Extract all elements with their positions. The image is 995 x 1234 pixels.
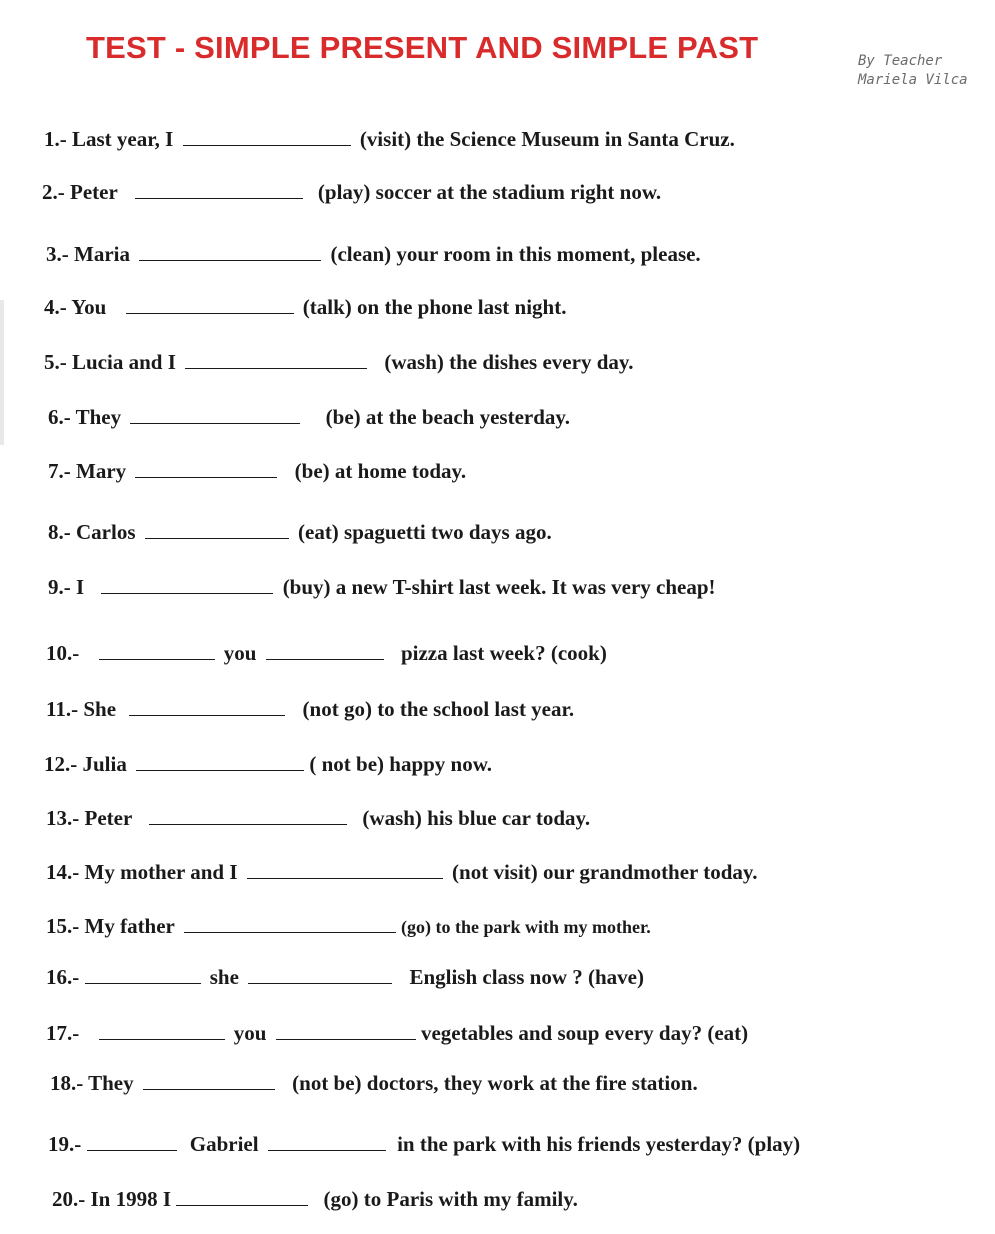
question-12: [44, 751, 492, 777]
question-11: [46, 696, 574, 722]
question-18: [50, 1070, 698, 1096]
question-number: 10.-: [46, 641, 80, 665]
question-text-before: Peter: [84, 806, 132, 830]
answer-blank[interactable]: [99, 642, 215, 660]
question-text-before: You: [71, 295, 107, 319]
answer-blank[interactable]: [99, 1022, 225, 1040]
question-number: 11.-: [46, 697, 79, 721]
answer-blank[interactable]: [176, 1188, 308, 1206]
question-number: 19.-: [48, 1132, 82, 1156]
answer-blank[interactable]: [183, 128, 351, 146]
answer-blank[interactable]: [129, 698, 285, 716]
question-2: [42, 179, 661, 205]
answer-blank[interactable]: [85, 966, 201, 984]
question-text-after: (play) soccer at the stadium right now.: [317, 180, 662, 204]
question-number: 4.-: [44, 295, 67, 319]
answer-blank[interactable]: [130, 406, 300, 424]
question-number: 15.-: [46, 914, 80, 938]
author-credit: [858, 52, 988, 90]
question-text-before: They: [88, 1071, 134, 1095]
question-number: 18.-: [50, 1071, 84, 1095]
question-text-mid: you: [233, 1021, 267, 1045]
question-number: 20.-: [52, 1187, 86, 1211]
question-text-before: Julia: [82, 752, 127, 776]
question-text-after: (clean) your room in this moment, please.: [330, 242, 701, 266]
answer-blank[interactable]: [143, 1072, 275, 1090]
question-text-after: (visit) the Science Museum in Santa Cruz.: [359, 127, 735, 151]
page-title: TEST - SIMPLE PRESENT AND SIMPLE PAST: [86, 30, 759, 65]
answer-blank[interactable]: [268, 1133, 386, 1151]
question-text-after: ( not be) happy now.: [309, 752, 492, 776]
question-16: [46, 964, 644, 990]
question-number: 6.-: [48, 405, 71, 429]
question-10: [46, 640, 607, 666]
question-text-after: (go) to the park with my mother.: [401, 917, 651, 937]
question-13: [46, 805, 590, 831]
answer-blank[interactable]: [135, 181, 303, 199]
author-line-1: By Teacher: [858, 53, 943, 69]
answer-blank[interactable]: [266, 642, 384, 660]
question-text-after: (go) to Paris with my family.: [323, 1187, 578, 1211]
question-text-before: She: [83, 697, 117, 721]
question-number: 3.-: [46, 242, 69, 266]
question-text-before: My mother and I: [84, 860, 238, 884]
question-number: 13.-: [46, 806, 80, 830]
question-text-after: in the park with his friends yesterday? (play): [397, 1132, 801, 1156]
answer-blank[interactable]: [248, 966, 392, 984]
question-text-before: Last year, I: [72, 127, 174, 151]
question-text-after: (not visit) our grandmother today.: [452, 860, 758, 884]
answer-blank[interactable]: [87, 1133, 177, 1151]
question-text-after: (be) at the beach yesterday.: [325, 405, 571, 429]
question-text-after: (not go) to the school last year.: [302, 697, 575, 721]
question-text-after: (not be) doctors, they work at the fire station.: [292, 1071, 698, 1095]
question-number: 9.-: [48, 575, 71, 599]
question-text-after: (buy) a new T-shirt last week. It was very cheap!: [282, 575, 716, 599]
question-text-before: Lucia and I: [72, 350, 176, 374]
answer-blank[interactable]: [101, 576, 273, 594]
question-text-after: (wash) the dishes every day.: [384, 350, 634, 374]
scan-edge-shadow: [0, 300, 4, 445]
question-number: 12.-: [44, 752, 78, 776]
question-text-mid: Gabriel: [189, 1132, 259, 1156]
question-15: [46, 913, 651, 940]
question-14: [46, 859, 758, 885]
question-1: [44, 126, 735, 152]
question-text-after: English class now ? (have): [409, 965, 644, 989]
question-text-mid: you: [223, 641, 257, 665]
answer-blank[interactable]: [276, 1022, 416, 1040]
question-number: 1.-: [44, 127, 67, 151]
question-text-after: (eat) spaguetti two days ago.: [298, 520, 552, 544]
question-text-before: Maria: [74, 242, 130, 266]
question-19: [48, 1131, 800, 1157]
answer-blank[interactable]: [145, 521, 289, 539]
question-text-after: (be) at home today.: [294, 459, 467, 483]
question-20: [52, 1186, 578, 1212]
question-3: [46, 241, 701, 267]
question-text-before: They: [75, 405, 122, 429]
question-text-before: In 1998 I: [90, 1187, 172, 1211]
question-number: 7.-: [48, 459, 71, 483]
question-text-after: pizza last week? (cook): [400, 641, 607, 665]
question-number: 17.-: [46, 1021, 80, 1045]
question-8: [48, 519, 552, 545]
answer-blank[interactable]: [149, 807, 347, 825]
question-text-after: vegetables and soup every day? (eat): [420, 1021, 749, 1045]
question-4: [44, 294, 566, 320]
question-7: [48, 458, 466, 484]
question-text-after: (wash) his blue car today.: [362, 806, 591, 830]
question-9: [48, 574, 716, 600]
question-number: 14.-: [46, 860, 80, 884]
answer-blank[interactable]: [184, 915, 396, 933]
question-5: [44, 349, 633, 375]
question-6: [48, 404, 570, 430]
answer-blank[interactable]: [136, 753, 304, 771]
question-text-after: (talk) on the phone last night.: [302, 295, 567, 319]
question-text-mid: she: [209, 965, 239, 989]
question-text-before: Carlos: [76, 520, 136, 544]
answer-blank[interactable]: [135, 460, 277, 478]
question-number: 16.-: [46, 965, 80, 989]
answer-blank[interactable]: [247, 861, 443, 879]
question-17: [46, 1020, 748, 1046]
question-number: 8.-: [48, 520, 71, 544]
question-text-before: I: [76, 575, 85, 599]
answer-blank[interactable]: [126, 296, 294, 314]
question-text-before: My father: [84, 914, 175, 938]
question-text-before: Mary: [76, 459, 127, 483]
question-number: 5.-: [44, 350, 67, 374]
author-line-2: Mariela Vilca: [858, 72, 968, 88]
question-number: 2.-: [42, 180, 65, 204]
answer-blank[interactable]: [139, 243, 321, 261]
question-text-before: Peter: [70, 180, 118, 204]
answer-blank[interactable]: [185, 351, 367, 369]
